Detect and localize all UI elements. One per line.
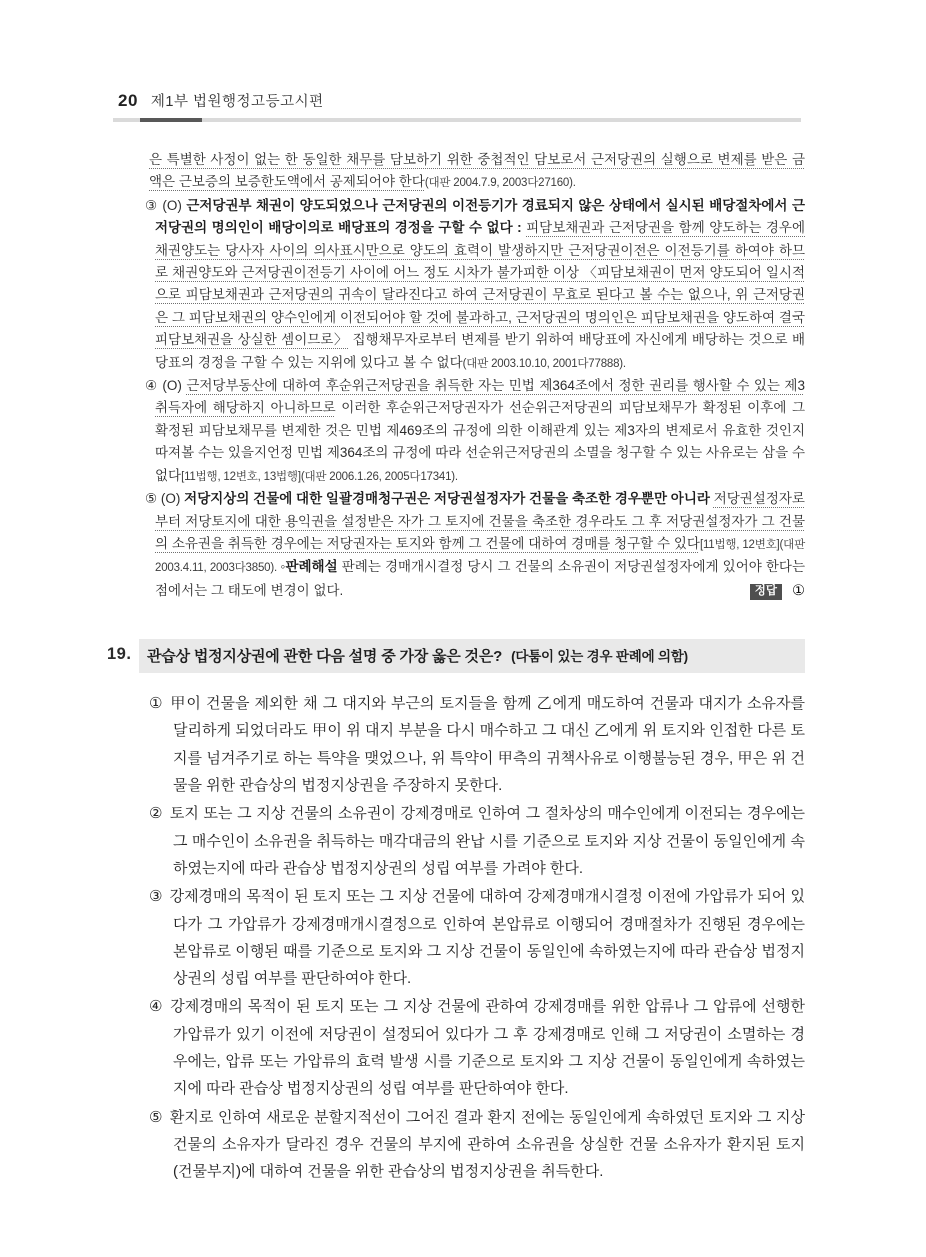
text-segment: 저당지상의 건물에 대한 일괄경매청구권은 저당권설정자가 건물을 축조한 경우뿐만 아니라 [184,491,714,507]
text-segment: 이러한 후순위근저당권자가 선순위근저당권의 피담보채무가 확정된 이후에 그 확정된 피담보채무를 변제한 것은 민법 제469조의 규정에 의한 이해관계 있는 제3자의 변제로서 유효한 것인지 따져볼 수는 있을지언정 민법 제364조의 규정에 따라 선순위근저당권의 소멸을 청구할 수 있는 사유로는 삼을 수 없다 [155,400,805,483]
text-segment: 피담보채권과 근저당권을 함께 양도하는 경우에 채권양도는 당사자 사이의 의사표시만으로 양도의 효력이 발생하지만 근저당권이전은 이전등기를 하여야 하므로 채권양도와 근저당권이전등기 사이에 어느 정도 시차가 불가피한 이상 〈피담보채권이 먼저 양도되어 일시적으로 피담보채권과 근저당권의 귀속이 달라진다고 하여 근저당권이 무효로 된다고 볼 수는 없으나, 위 근저당권은 그 피담보채권의 양수인에게 이전되어야 할 것에 불과하고, 근저당권의 명의인은 피담보채권을 양도하여 결국 피담보채권을 상실한 셈이므로〉 [155,220,805,348]
choice-item-5 [149,1104,805,1186]
text-segment: (대판 2003.10.10, 2001다77888). [462,357,626,370]
text-segment: 은 특별한 사정이 없는 한 동일한 채무를 담보하기 위한 중첩적인 담보로서 근저당권의 실행으로 변제를 받은 금액은 근보증의 보증한도액에서 공제되어야 한다 [149,152,805,190]
header-rule-accent [140,118,202,122]
text-segment: (대판 2004.7.9, 2003다27160). [424,177,576,190]
page-number: 20 [118,91,138,110]
choice-marker: ② [149,805,163,823]
choice-item-3 [149,883,805,992]
explanation-item [145,375,805,488]
choice-item-4 [149,993,805,1102]
choices-list [149,690,805,1185]
question-number: 19. [107,645,132,664]
question-heading [107,639,805,673]
choice-text: 토지 또는 그 지상 건물의 소유권이 강제경매로 인하여 그 절차상의 매수인에게 이전되는 경우에는 그 매수인이 소유권을 취득하는 매각대금의 완납 시를 기준으로 토지와 지상 건물이 동일인에게 속하였는지에 따라 관습상 법정지상권의 성립 여부를 가려야 한다. [169,805,805,877]
choice-item-2 [149,800,805,882]
text-segment: [11법행, 12변호, 13법행](대판 2006.1.26, 2005다17341). [181,470,458,483]
question-note: (다툼이 있는 경우 판례에 의함) [511,649,688,665]
item-marker: ③ (O) [145,197,187,213]
answer-badge [750,580,805,602]
item-marker: ⑤ (O) [145,491,185,507]
question-text: 관습상 법정지상권에 관한 다음 설명 중 가장 옳은 것은? [147,648,503,666]
answer-badge-value: ① [792,582,805,599]
choice-text: 환지로 인하여 새로운 분할지적선이 그어진 결과 환지 전에는 동일인에게 속하였던 토지와 그 지상 건물의 소유자가 달라진 경우 건물의 부지에 관하여 소유권을 상실한 건물 소유자가 환지된 토지(건물부지)에 대하여 건물을 위한 관습상의 법정지상권을 취득한다. [169,1108,805,1181]
choice-text: 甲이 건물을 제외한 채 그 대지와 부근의 토지들을 함께 乙에게 매도하여 건물과 대지가 소유자를 달리하게 되었더라도 甲이 위 대지 부분을 다시 매수하고 그 대신 乙에게 위 토지와 인접한 다른 토지를 넘겨주기로 하는 특약을 맺었으나, 위 특약이 甲측의 귀책사유로 이행불능된 경우, 甲은 위 건물을 위한 관습상의 법정지상권을 주장하지 못한다. [170,695,805,795]
answer-badge-label: 정답 [750,584,782,600]
header-rule [113,118,801,122]
explanation-item [145,488,805,602]
text-segment: 근저당부동산에 대하여 후순위근저당권을 취득한 자는 민법 제364조에서 정한 권리를 행사할 수 있는 제3취득자에 해당하지 아니하므로 [155,378,805,416]
choice-marker: ⑤ [149,1108,163,1126]
choice-text: 강제경매의 목적이 된 토지 또는 그 지상 건물에 대하여 강제경매개시결정 이전에 가압류가 되어 있다가 그 가압류가 강제경매개시결정으로 인하여 본압류로 이행되어 경매절차가 진행된 경우에는 본압류로 이행된 때를 기준으로 토지와 그 지상 건물이 동일인에 속하였는지에 따라 관습상 법정지상권의 성립 여부를 판단하여야 한다. [169,888,805,988]
explanation-section [145,149,805,602]
explanation-item [145,149,805,195]
text-segment: ◦판례해설 [280,559,338,575]
text-segment: 근저당권부 채권이 양도되었으나 근저당권의 이전등기가 경료되지 않은 상태에서 실시된 배당절차에서 근저당권의 명의인이 배당이의로 배당표의 경정을 구할 수 없다 : [155,197,805,236]
choice-marker: ③ [149,888,163,906]
part-title: 제1부 법원행정고등고시편 [150,94,324,110]
choice-marker: ① [149,695,164,713]
explanation-item [145,195,805,375]
item-marker: ④ (O) [145,378,187,394]
running-head [118,90,926,111]
text-segment: [11법행, 12변호](대판 2003.4.11, 2003다3850). [155,538,805,575]
text-segment: 판례는 경매개시결정 당시 그 건물의 소유권이 저당권설정자에게 있어야 한다는 점에서는 그 태도에 변경이 없다. [155,559,806,598]
choice-marker: ④ [149,998,164,1016]
text-segment: 저당권설정자로부터 저당토지에 대한 용익권을 설정받은 자가 그 토지에 건물을 축조한 경우라도 그 후 저당권설정자가 그 건물의 소유권을 취득한 경우에는 저당권자는 토지와 함께 그 건물에 대하여 경매를 청구할 수 있다 [155,491,805,551]
choice-text: 강제경매의 목적이 된 토지 또는 그 지상 건물에 관하여 강제경매를 위한 압류나 그 압류에 선행한 가압류가 있기 이전에 저당권이 설정되어 있다가 그 후 강제경매로 인해 그 저당권이 소멸하는 경우에는, 압류 또는 가압류의 효력 발생 시를 기준으로 토지와 그 지상 건물이 동일인에게 속하였는지에 따라 관습상 법정지상권의 성립 여부를 판단하여야 한다. [170,998,805,1098]
text-segment: 집행채무자로부터 변제를 받기 위하여 배당표에 자신에게 배당하는 것으로 배당표의 경정을 구할 수 있는 지위에 있다고 볼 수 없다 [155,332,805,370]
question-title-bar [139,639,805,673]
choice-item-1 [149,690,805,799]
